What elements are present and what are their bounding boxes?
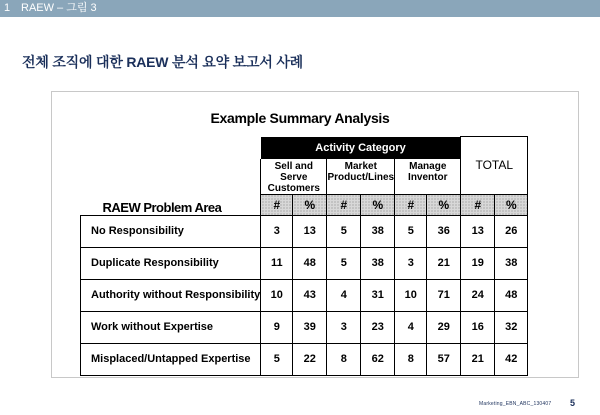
cell-value: 13 [293,215,327,247]
cell-value: 29 [427,311,461,343]
count-symbol: # [261,194,293,215]
row-label: Duplicate Responsibility [81,247,261,279]
cell-value: 43 [293,279,327,311]
percent-symbol: % [427,194,461,215]
cell-value: 3 [327,311,361,343]
cell-value: 4 [327,279,361,311]
cell-value: 16 [461,311,495,343]
cell-value: 5 [395,215,427,247]
category-line1: Sell and Serve [274,160,313,183]
cell-value: 13 [461,215,495,247]
problem-area-header: RAEW Problem Area [102,199,222,215]
category-line1: Market [344,160,377,172]
cell-value: 48 [495,279,528,311]
page-number: 5 [570,398,576,408]
cell-value: 42 [495,343,528,375]
row-label: Misplaced/Untapped Expertise [81,343,261,375]
cell-value: 9 [261,311,293,343]
cell-value: 3 [261,215,293,247]
row-label: Work without Expertise [81,311,261,343]
percent-symbol: % [293,194,327,215]
cell-value: 57 [427,343,461,375]
table-row [81,311,528,343]
percent-symbol: % [361,194,395,215]
category-header [327,159,395,195]
table-row [81,247,528,279]
section-label: RAEW – 그림 3 [21,2,97,14]
count-symbol: # [461,194,495,215]
cell-value: 8 [395,343,427,375]
cell-value: 5 [261,343,293,375]
section-number: 1 [4,2,11,14]
cell-value: 32 [495,311,528,343]
category-line1: Manage [409,160,447,172]
cell-value: 11 [261,247,293,279]
cell-value: 19 [461,247,495,279]
cell-value: 31 [361,279,395,311]
cell-value: 39 [293,311,327,343]
cell-value: 62 [361,343,395,375]
category-header [395,159,461,195]
cell-value: 21 [461,343,495,375]
category-header [261,159,327,195]
table-corner-blank [81,137,261,195]
cell-value: 22 [293,343,327,375]
cell-value: 48 [293,247,327,279]
total-header: TOTAL [461,137,528,195]
activity-category-header: Activity Category [261,137,461,159]
category-line2: Inventor [408,171,448,183]
count-symbol: # [327,194,361,215]
cell-value: 8 [327,343,361,375]
row-label: Authority without Responsibility [81,279,261,311]
table-row [81,215,528,247]
category-line2: Customers [267,182,320,194]
table-row [81,343,528,375]
section-header-bar [0,0,600,17]
cell-value: 3 [395,247,427,279]
slide-title: 전체 조직에 대한 RAEW 분석 요약 보고서 사례 [22,54,303,70]
count-symbol: # [395,194,427,215]
cell-value: 26 [495,215,528,247]
percent-symbol: % [495,194,528,215]
cell-value: 38 [361,215,395,247]
table-row [81,279,528,311]
cell-value: 10 [261,279,293,311]
chart-title: Example Summary Analysis [210,110,390,126]
cell-value: 21 [427,247,461,279]
summary-table [80,136,528,376]
cell-value: 23 [361,311,395,343]
cell-value: 38 [361,247,395,279]
cell-value: 38 [495,247,528,279]
row-label: No Responsibility [81,215,261,247]
category-line2: Product/Lines [327,171,395,183]
cell-value: 5 [327,215,361,247]
cell-value: 5 [327,247,361,279]
cell-value: 71 [427,279,461,311]
cell-value: 4 [395,311,427,343]
cell-value: 24 [461,279,495,311]
cell-value: 36 [427,215,461,247]
footer-reference: Marketing_EBN_ABC_130407 [479,401,552,407]
cell-value: 10 [395,279,427,311]
